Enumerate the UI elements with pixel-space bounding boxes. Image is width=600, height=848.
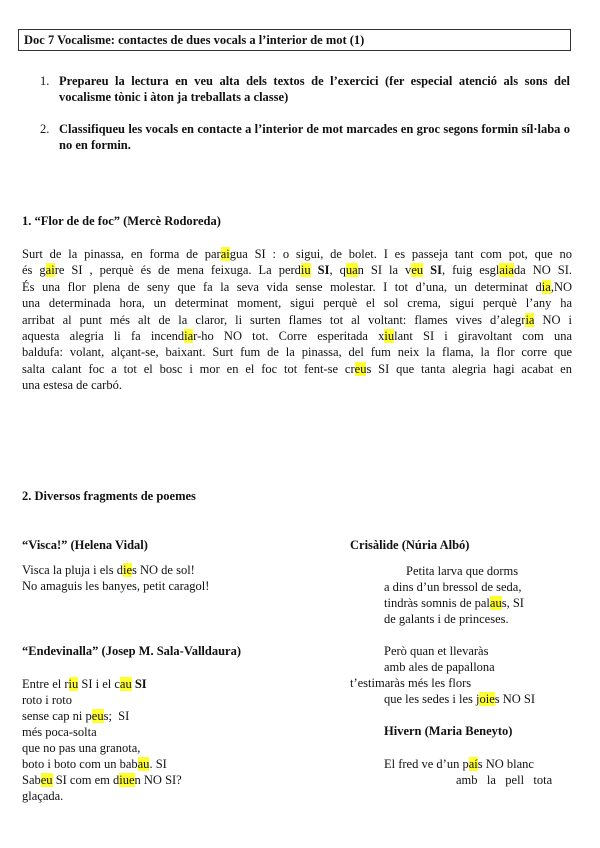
instruction-1 — [40, 73, 570, 105]
poem-line: que no pas una granota, — [22, 741, 141, 755]
instruction-text: Prepareu la lectura en veu alta dels textos de l’exercici (fer especial atenció als sons del vocalisme tònic i àton ja treballats a classe) — [59, 74, 570, 104]
poem-line: El fred ve d’un país NO blanc — [384, 757, 534, 771]
instruction-2 — [40, 121, 570, 153]
poem-line: amb ales de papallona — [384, 660, 495, 674]
section-1-title: 1. “Flor de de foc” (Mercè Rodoreda) — [22, 214, 221, 228]
poem-title-endevinalla: “Endevinalla” (Josep M. Sala-Valldaura) — [22, 644, 242, 658]
poem-line: boto i boto com un babau. SI — [22, 757, 167, 771]
instruction-number: 2. — [40, 122, 50, 136]
instruction-text: Classifiqueu les vocals en contacte a l’interior de mot marcades en groc segons formin síl·laba o no en formin. — [59, 122, 570, 152]
poem-title-hivern: Hivern (Maria Beneyto) — [384, 724, 513, 738]
poem-line: més poca-solta — [22, 725, 97, 739]
document-title: Doc 7 Vocalisme: contactes de dues vocals a l’interior de mot (1) — [18, 29, 571, 51]
poem-title-visca: “Visca!” (Helena Vidal) — [22, 538, 148, 552]
poem-line: de galants i de princeses. — [384, 612, 509, 626]
poem-line: glaçada. — [22, 789, 64, 803]
poem-line: t’estimaràs més les flors — [350, 676, 472, 690]
poem-line: Visca la pluja i els dies NO de sol! — [22, 563, 195, 577]
poem-line: sense cap ni peus; SI — [22, 709, 130, 723]
poem-line: que les sedes i les joies NO SI — [384, 692, 536, 706]
poem-line: amb la pell tota — [456, 773, 553, 787]
poem-title-crisalide: Crisàlide (Núria Albó) — [350, 538, 470, 552]
instruction-number: 1. — [40, 74, 50, 88]
poem-line: roto i roto — [22, 693, 72, 707]
section-2-title: 2. Diversos fragments de poemes — [22, 489, 196, 503]
poem-line: Però quan et llevaràs — [384, 644, 489, 658]
rodoreda-text: Surt de la pinassa, en forma de paraigua SI : o sigui, de bolet. I es passeja tant com pot, que no és gaire SI , perquè és de mena feixuga. La perdiu SI, quan SI la veu SI, fuig esglaiada NO SI. És una flor plena de seny que fa la seva vida sense molestar. I tot d’una, un determinat dia,NO una determinada hora, un determinat moment, sigui perquè el sol crema, sigui perquè l’any ha arribat al punt més alt de la claror, li surten flames tot al voltant: flames vives d’alegria NO i aquesta alegria li fa incendiar-ho NO tot. Corre esperitada xiulant SI i giravoltant com una baldufa: volant, alçant-se, baixant. Surt fum de la pinassa, del fum neix la flama, la flor corre que salta calant foc a tot el bosc i mor en el foc tot fent-se creus SI que tanta alegria hagi acabat en una estesa de carbó. — [22, 247, 573, 393]
poem-line: Entre el riu SI i el cau SI — [22, 677, 147, 691]
poem-line: No amaguis les banyes, petit caragol! — [22, 579, 210, 593]
poem-line: Sabeu SI com em diuen NO SI? — [22, 773, 182, 787]
poem-line: a dins d’un bressol de seda, — [384, 580, 522, 594]
poem-line: Petita larva que dorms — [406, 564, 519, 578]
poem-line: tindràs somnis de palaus, SI — [384, 596, 524, 610]
